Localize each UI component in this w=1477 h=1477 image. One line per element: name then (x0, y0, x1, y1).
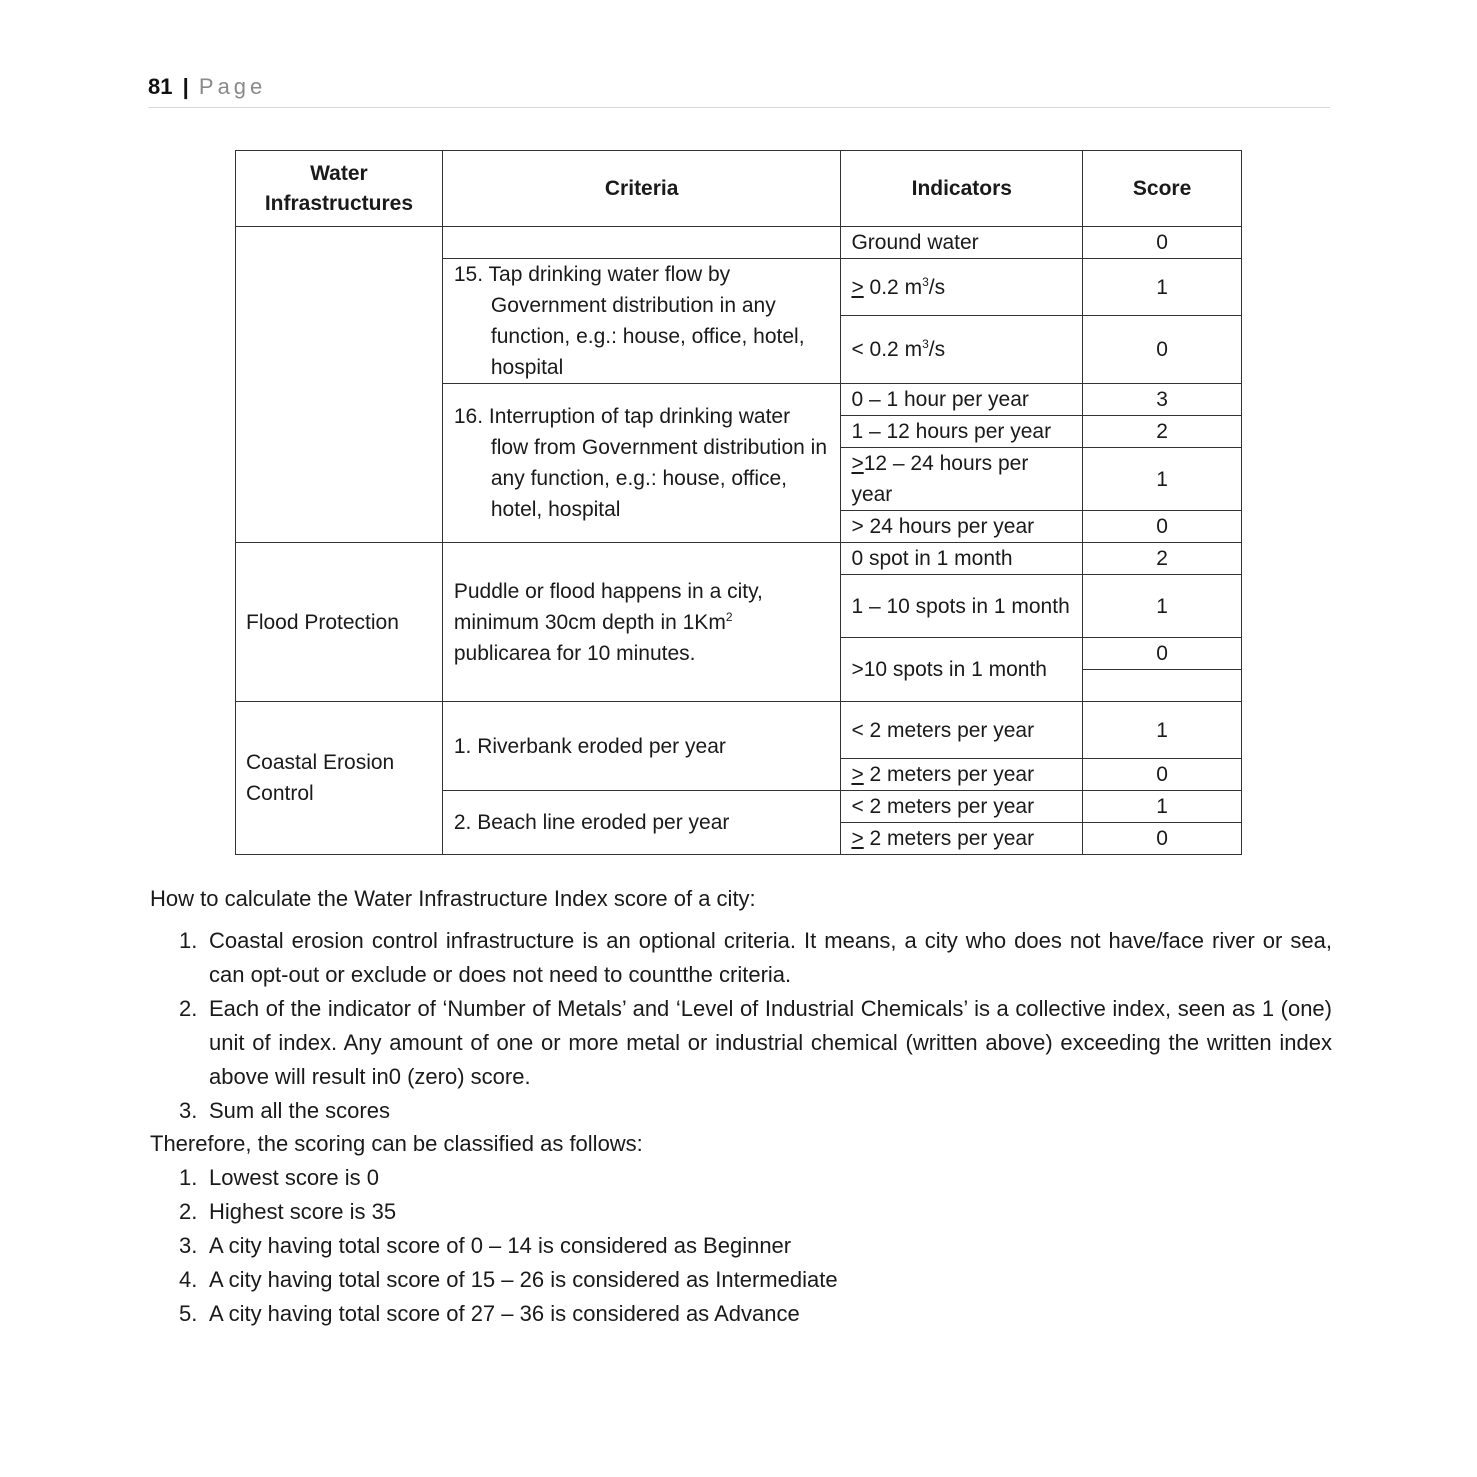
criteria-table (235, 150, 1242, 855)
indicator-cell (841, 823, 1083, 855)
header-indicators: Indicators (841, 151, 1083, 227)
list-number: 1. (179, 1165, 198, 1190)
infrastructure-cell: Flood Protection (236, 543, 443, 702)
indicator-cell: 0 – 1 hour per year (841, 384, 1083, 416)
list-text: A city having total score of 0 – 14 is considered as Beginner (209, 1233, 792, 1258)
list-number: 5. (179, 1301, 198, 1326)
criteria-cell: 2. Beach line eroded per year (442, 791, 841, 855)
score-cell: 1 (1083, 259, 1242, 316)
score-cell: 2 (1083, 543, 1242, 575)
list-text: Sum all the scores (209, 1098, 390, 1123)
criteria-text: 16. Interruption of tap drinking water flow from Government distribution in any function, e.g.: house, office, hotel, hospital (453, 405, 828, 521)
list-item (150, 924, 1332, 992)
table-row (236, 702, 1242, 759)
indicator-cell: Ground water (841, 227, 1083, 259)
indicator-text: 2 meters per year (863, 763, 1035, 786)
page-label: Page (198, 74, 267, 99)
criteria-cell (442, 543, 841, 702)
header-water-infrastructures (236, 151, 443, 227)
list-number: 2. (179, 1199, 198, 1224)
score-cell: 0 (1083, 759, 1242, 791)
score-cell: 0 (1083, 316, 1242, 384)
score-cell: 1 (1083, 448, 1242, 511)
criteria-cell: 1. Riverbank eroded per year (442, 702, 841, 791)
indicator-cell: 0 spot in 1 month (841, 543, 1083, 575)
list-item (150, 1229, 1332, 1263)
gte-symbol: > (851, 827, 864, 850)
indicator-text: < 0.2 m (851, 338, 923, 361)
header-score: Score (1083, 151, 1242, 227)
infrastructure-cell: Coastal Erosion Control (236, 702, 443, 855)
indicator-cell (841, 448, 1083, 511)
score-cell: 0 (1083, 511, 1242, 543)
superscript: 3 (922, 337, 929, 351)
list-text: Coastal erosion control infrastructure is an optional criteria. It means, a city who does not have/face river or sea, can opt-out or exclude or does not need to countthe criteria. (209, 928, 1332, 987)
list-number: 3. (179, 1233, 198, 1258)
indicator-cell: 1 – 10 spots in 1 month (841, 575, 1083, 638)
list-item (150, 1297, 1332, 1331)
criteria-cell (442, 259, 841, 384)
list-text: A city having total score of 15 – 26 is considered as Intermediate (209, 1267, 838, 1292)
list-text: Each of the indicator of ‘Number of Metals’ and ‘Level of Industrial Chemicals’ is a collective index, seen as 1 (one) unit of index. Any amount of one or more metal or industrial chemical (written above) exceeding the written index above will result in0 (zero) score. (209, 996, 1332, 1089)
table-row (236, 543, 1242, 575)
score-cell: 0 (1083, 638, 1242, 670)
list-item (150, 1263, 1332, 1297)
list-number: 1. (179, 928, 198, 953)
list-text: A city having total score of 27 – 36 is considered as Advance (209, 1301, 800, 1326)
score-cell-empty (1083, 670, 1242, 702)
page-separator: | (182, 74, 189, 99)
infrastructure-cell-empty (236, 227, 443, 543)
indicator-cell: >10 spots in 1 month (841, 638, 1083, 702)
list-number: 4. (179, 1267, 198, 1292)
criteria-text: publicarea for 10 minutes. (453, 641, 696, 665)
criteria-text: 15. Tap drinking water flow by Government distribution in any function, e.g.: house, office, hotel, hospital (453, 263, 805, 379)
indicator-cell: > 24 hours per year (841, 511, 1083, 543)
calculation-steps-list (150, 924, 1332, 1128)
score-cell: 0 (1083, 227, 1242, 259)
page-header (148, 74, 1330, 108)
gte-symbol: > (851, 452, 864, 475)
list-item (150, 1161, 1332, 1195)
gte-symbol: > (851, 275, 864, 299)
indicator-cell (841, 259, 1083, 316)
page-number: 81 (148, 74, 173, 99)
score-cell: 0 (1083, 823, 1242, 855)
superscript: 3 (922, 274, 929, 289)
indicator-unit: /s (928, 338, 946, 361)
indicator-cell (841, 316, 1083, 384)
score-cell: 3 (1083, 384, 1242, 416)
indicator-cell: < 2 meters per year (841, 702, 1083, 759)
indicator-cell: < 2 meters per year (841, 791, 1083, 823)
indicator-cell: 1 – 12 hours per year (841, 416, 1083, 448)
criteria-cell-empty (442, 227, 841, 259)
score-cell: 2 (1083, 416, 1242, 448)
indicator-text: 12 – 24 hours per year (851, 452, 1029, 506)
table-row (236, 227, 1242, 259)
criteria-text: Puddle or flood happens in a city, minimum 30cm depth in 1Km (453, 579, 763, 634)
list-item (150, 992, 1332, 1094)
indicator-cell (841, 759, 1083, 791)
list-number: 2. (179, 996, 198, 1021)
score-cell: 1 (1083, 702, 1242, 759)
list-text: Highest score is 35 (209, 1199, 397, 1224)
list-number: 3. (179, 1098, 198, 1123)
intro-paragraph: How to calculate the Water Infrastructure Index score of a city: (150, 886, 756, 911)
superscript: 2 (725, 609, 733, 624)
header-line: Infrastructures (264, 191, 414, 215)
list-text: Lowest score is 0 (209, 1165, 379, 1190)
indicator-unit: /s (928, 275, 946, 299)
list-item (150, 1094, 1332, 1128)
classification-list (150, 1161, 1332, 1331)
score-cell: 1 (1083, 791, 1242, 823)
header-line: Water (310, 161, 368, 185)
classification-intro: Therefore, the scoring can be classified as follows: (150, 1131, 643, 1156)
gte-symbol: > (851, 763, 864, 786)
list-item (150, 1195, 1332, 1229)
score-cell: 1 (1083, 575, 1242, 638)
header-criteria: Criteria (442, 151, 841, 227)
table-header-row (236, 151, 1242, 227)
indicator-text: 0.2 m (863, 275, 923, 299)
criteria-cell (442, 384, 841, 543)
indicator-text: 2 meters per year (863, 827, 1035, 850)
